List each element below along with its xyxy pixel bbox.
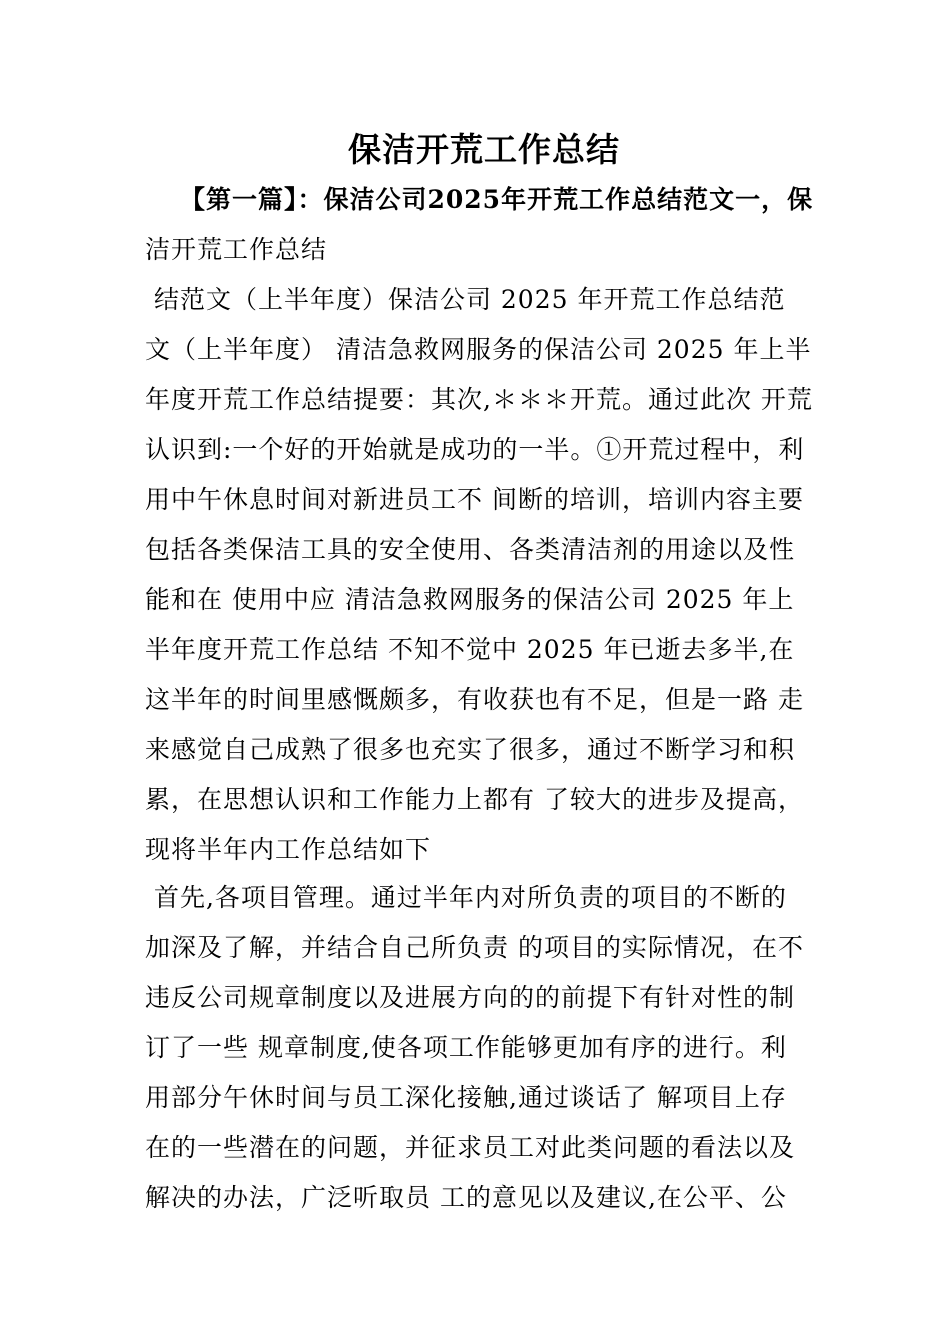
text-line-20: 在的一些潜在的问题，并征求员工对此类问题的看法以及 [145,1133,796,1162]
text-line-13: 累，在思想认识和工作能力上都有 了较大的进步及提高， [145,785,804,814]
text-line-5: 年度开荒工作总结提要：其次,＊＊＊开荒。通过此次 开荒 [145,385,813,414]
text-line-2: 洁开荒工作总结 [145,235,328,264]
text-line-10: 半年度开荒工作总结 不知不觉中 2025 年已逝去多半,在 [145,635,795,664]
text-line-17: 违反公司规章制度以及进展方向的的前提下有针对性的制 [145,983,796,1012]
text-line-7: 用中午休息时间对新进员工不 间断的培训，培训内容主要 [145,485,804,514]
text-line-21: 解决的办法，广泛听取员 工的意见以及建议,在公平、公 [145,1183,787,1212]
text-line-19: 用部分午休时间与员工深化接触,通过谈话了 解项目上存 [145,1083,787,1112]
heading-line-1: 【第一篇】：保洁公司2025年开荒工作总结范文一，保 [180,185,814,214]
text-line-6: 认识到:一个好的开始就是成功的一半。①开荒过程中，利 [145,435,805,464]
text-line-14: 现将半年内工作总结如下 [145,835,432,864]
text-line-18: 订了一些 规章制度,使各项工作能够更加有序的进行。利 [145,1033,787,1062]
text-line-8: 包括各类保洁工具的安全使用、各类清洁剂的用途以及性 [145,535,796,564]
text-line-4: 文（上半年度） 清洁急救网服务的保洁公司 2025 年上半 [145,335,812,364]
text-line-12: 来感觉自己成熟了很多也充实了很多，通过不断学习和积 [145,735,796,764]
document-title: 保洁开荒工作总结 [348,130,620,169]
text-line-15: 首先,各项目管理。通过半年内对所负责的项目的不断的 [145,883,787,912]
text-line-11: 这半年的时间里感慨颇多，有收获也有不足，但是一路 走 [145,685,804,714]
text-line-3: 结范文（上半年度）保洁公司 2025 年开荒工作总结范 [145,285,786,314]
text-line-16: 加深及了解，并结合自己所负责 的项目的实际情况，在不 [145,933,804,962]
text-line-9: 能和在 使用中应 清洁急救网服务的保洁公司 2025 年上 [145,585,795,614]
